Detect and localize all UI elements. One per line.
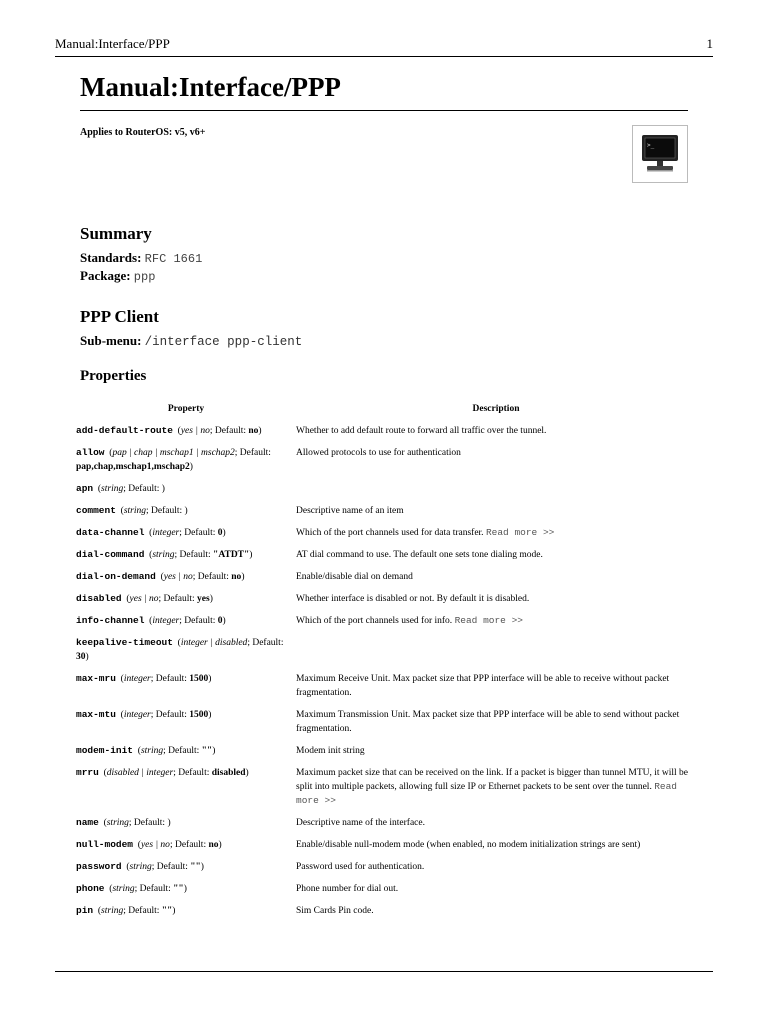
property-cell xyxy=(76,882,296,904)
property-type: pap | chap | mschap1 | mschap2 xyxy=(112,448,235,458)
property-type: yes | no xyxy=(180,426,210,436)
property-close-paren: ) xyxy=(209,594,213,604)
property-name: allow xyxy=(76,447,105,458)
property-default-label: ; Default: xyxy=(146,506,185,516)
description-cell xyxy=(296,672,696,708)
property-default-label: ; Default: xyxy=(174,550,214,560)
property-default-value: 1500 xyxy=(189,710,209,720)
applies-to-note: Applies to RouterOS: v5, v6+ xyxy=(80,127,206,138)
description-cell xyxy=(296,614,696,636)
property-type: integer xyxy=(123,674,151,684)
property-close-paren: ) xyxy=(208,710,212,720)
description-cell xyxy=(296,592,696,614)
property-description: Descriptive name of an item xyxy=(296,506,404,516)
description-cell xyxy=(296,526,696,548)
property-default-label: ; Default: xyxy=(150,674,190,684)
description-cell xyxy=(296,816,696,838)
property-open-paren: ( xyxy=(126,594,130,604)
table-row xyxy=(76,708,696,744)
property-type: string xyxy=(101,906,124,916)
property-description: Which of the port channels used for data transfer. xyxy=(296,528,484,538)
property-open-paren: ( xyxy=(149,528,153,538)
property-open-paren: ( xyxy=(126,862,130,872)
property-close-paren: ) xyxy=(258,426,262,436)
property-cell xyxy=(76,570,296,592)
description-cell xyxy=(296,708,696,744)
property-open-paren: ( xyxy=(137,746,141,756)
property-cell xyxy=(76,816,296,838)
table-row xyxy=(76,816,696,838)
property-open-paren: ( xyxy=(97,906,102,916)
property-cell xyxy=(76,904,296,926)
column-header-property: Property xyxy=(167,404,205,414)
submenu-label: Sub-menu: xyxy=(80,333,142,348)
description-cell xyxy=(296,636,696,672)
property-close-paren: ) xyxy=(245,768,249,778)
property-name: mrru xyxy=(76,767,99,778)
property-close-paren: ) xyxy=(189,462,193,472)
property-cell xyxy=(76,708,296,744)
properties-table-body xyxy=(76,424,696,926)
property-description: Phone number for dial out. xyxy=(296,884,399,894)
property-cell xyxy=(76,766,296,816)
property-cell xyxy=(76,482,296,504)
description-cell xyxy=(296,504,696,526)
property-cell xyxy=(76,504,296,526)
property-open-paren: ( xyxy=(137,840,141,850)
summary-heading: Summary xyxy=(80,224,152,243)
table-header-row xyxy=(76,402,696,424)
property-default-label: ; Default: xyxy=(151,862,191,872)
terminal-monitor-icon xyxy=(632,125,688,183)
property-cell xyxy=(76,860,296,882)
property-cell xyxy=(76,636,296,672)
property-description: Maximum Transmission Unit. Max packet size that PPP interface will be able to send without packet fragmentation. xyxy=(296,710,680,734)
property-default-value: 0 xyxy=(217,616,223,626)
property-type: integer xyxy=(152,616,180,626)
property-default-value: no xyxy=(208,840,219,850)
property-description: Allowed protocols to use for authentication xyxy=(296,448,461,458)
property-default-label: ; Default: xyxy=(158,594,198,604)
property-default-label: ; Default: xyxy=(134,884,174,894)
property-cell xyxy=(76,744,296,766)
footer-divider xyxy=(55,971,713,972)
property-name: dial-on-demand xyxy=(76,571,156,582)
property-default-value: "" xyxy=(161,906,173,916)
property-open-paren: ( xyxy=(149,616,153,626)
property-default-value: no xyxy=(248,426,259,436)
property-default-value: 30 xyxy=(76,652,86,662)
description-cell xyxy=(296,424,696,446)
property-close-paren: ) xyxy=(241,572,245,582)
read-more-link[interactable]: Read more >> xyxy=(485,527,555,538)
table-row xyxy=(76,570,696,592)
table-row xyxy=(76,882,696,904)
submenu-line xyxy=(80,333,302,349)
description-cell xyxy=(296,766,696,816)
table-row xyxy=(76,904,696,926)
properties-heading: Properties xyxy=(80,368,147,384)
property-type: integer xyxy=(123,710,151,720)
property-open-paren: ( xyxy=(97,484,102,494)
table-row xyxy=(76,592,696,614)
property-close-paren: ) xyxy=(222,616,226,626)
property-default-value: "ATDT" xyxy=(213,550,250,560)
property-type: integer xyxy=(152,528,180,538)
property-close-paren: ) xyxy=(222,528,226,538)
property-close-paren: ) xyxy=(200,862,204,872)
table-row xyxy=(76,744,696,766)
property-default-value: yes xyxy=(197,594,210,604)
property-name: phone xyxy=(76,883,105,894)
title-divider xyxy=(80,110,688,111)
property-cell xyxy=(76,446,296,482)
property-description: Whether interface is disabled or not. By default it is disabled. xyxy=(296,594,530,604)
property-open-paren: ( xyxy=(149,550,153,560)
description-cell xyxy=(296,446,696,482)
property-description: AT dial command to use. The default one sets tone dialing mode. xyxy=(296,550,543,560)
table-row xyxy=(76,526,696,548)
property-name: data-channel xyxy=(76,527,145,538)
read-more-link[interactable]: Read more >> xyxy=(296,781,678,806)
property-description: Which of the port channels used for info. xyxy=(296,616,453,626)
property-close-paren: ) xyxy=(167,818,171,828)
property-default-value: "" xyxy=(173,884,184,894)
property-description: Modem init string xyxy=(296,746,365,756)
property-default-label: ; Default: xyxy=(179,616,218,626)
property-type: string xyxy=(152,550,175,560)
property-open-paren: ( xyxy=(120,506,124,516)
property-default-label: ; Default: xyxy=(247,638,284,648)
property-default-label: ; Default: xyxy=(150,710,190,720)
property-description: Password used for authentication. xyxy=(296,862,425,872)
property-name: dial-command xyxy=(76,549,145,560)
property-cell xyxy=(76,672,296,708)
description-cell xyxy=(296,548,696,570)
property-description: Maximum Receive Unit. Max packet size that PPP interface will be able to receive without packet fragmentation. xyxy=(296,674,670,698)
property-name: add-default-route xyxy=(76,425,173,436)
property-description: Whether to add default route to forward all traffic over the tunnel. xyxy=(296,426,547,436)
property-default-label: ; Default: xyxy=(128,818,168,828)
table-row xyxy=(76,614,696,636)
property-close-paren: ) xyxy=(183,884,187,894)
description-cell xyxy=(296,744,696,766)
description-cell xyxy=(296,570,696,592)
table-row xyxy=(76,424,696,446)
property-name: pin xyxy=(76,905,94,916)
property-type: string xyxy=(112,884,135,894)
property-name: name xyxy=(76,817,99,828)
property-open-paren: ( xyxy=(109,884,113,894)
property-type: yes | no xyxy=(140,840,170,850)
read-more-link[interactable]: Read more >> xyxy=(454,615,523,626)
property-default-label: ; Default: xyxy=(192,572,232,582)
property-open-paren: ( xyxy=(103,818,107,828)
page-title: Manual:Interface/PPP xyxy=(80,72,341,102)
table-row xyxy=(76,446,696,482)
property-cell xyxy=(76,838,296,860)
property-default-label: ; Default: xyxy=(234,448,271,458)
property-default-label: ; Default: xyxy=(169,840,209,850)
property-description: Enable/disable null-modem mode (when enabled, no modem initialization strings are sent) xyxy=(296,840,641,850)
property-name: apn xyxy=(76,483,94,494)
standards-line xyxy=(80,250,202,266)
property-type: string xyxy=(140,746,164,756)
property-default-label: ; Default: xyxy=(179,528,218,538)
description-cell xyxy=(296,482,696,504)
property-default-label: ; Default: xyxy=(123,906,162,916)
property-close-paren: ) xyxy=(218,840,222,850)
description-cell xyxy=(296,904,696,926)
standards-value: RFC 1661 xyxy=(144,252,203,266)
property-close-paren: ) xyxy=(184,506,188,516)
table-row xyxy=(76,672,696,708)
table-row xyxy=(76,504,696,526)
property-name: modem-init xyxy=(76,745,134,756)
property-cell xyxy=(76,548,296,570)
property-type: yes | no xyxy=(163,572,193,582)
submenu-value: /interface ppp-client xyxy=(144,335,303,349)
property-type: string xyxy=(129,862,152,872)
properties-table xyxy=(76,402,696,926)
package-label: Package: xyxy=(80,268,131,283)
property-default-value: 1500 xyxy=(189,674,209,684)
property-open-paren: ( xyxy=(120,710,124,720)
property-type: string xyxy=(101,484,124,494)
property-default-value: 0 xyxy=(217,528,223,538)
property-open-paren: ( xyxy=(177,426,181,436)
description-cell xyxy=(296,860,696,882)
property-name: max-mru xyxy=(76,673,116,684)
property-open-paren: ( xyxy=(120,674,124,684)
ppp-client-heading: PPP Client xyxy=(80,307,159,326)
property-type: string xyxy=(123,506,147,516)
table-row xyxy=(76,860,696,882)
property-type: string xyxy=(106,818,129,828)
property-description: Sim Cards Pin code. xyxy=(296,906,374,916)
standards-label: Standards: xyxy=(80,250,142,265)
description-cell xyxy=(296,882,696,904)
table-row xyxy=(76,838,696,860)
property-name: password xyxy=(76,861,122,872)
column-header-description: Description xyxy=(472,404,520,414)
page-number: 1 xyxy=(706,36,713,51)
property-name: comment xyxy=(76,505,116,516)
property-open-paren: ( xyxy=(177,638,181,648)
property-cell xyxy=(76,526,296,548)
table-row xyxy=(76,766,696,816)
property-name: null-modem xyxy=(76,839,134,850)
property-open-paren: ( xyxy=(103,768,107,778)
property-description: Enable/disable dial on demand xyxy=(296,572,413,582)
table-row xyxy=(76,482,696,504)
property-close-paren: ) xyxy=(249,550,253,560)
running-title: Manual:Interface/PPP xyxy=(55,36,170,51)
running-header xyxy=(55,36,713,57)
property-name: info-channel xyxy=(76,615,145,626)
property-default-value: no xyxy=(231,572,242,582)
property-close-paren: ) xyxy=(172,906,176,916)
property-open-paren: ( xyxy=(109,448,113,458)
table-row xyxy=(76,548,696,570)
package-line xyxy=(80,268,155,284)
property-cell xyxy=(76,614,296,636)
property-name: max-mtu xyxy=(76,709,116,720)
property-close-paren: ) xyxy=(85,652,89,662)
property-close-paren: ) xyxy=(212,746,216,756)
property-name: keepalive-timeout xyxy=(76,637,173,648)
property-type: yes | no xyxy=(129,594,159,604)
property-default-value: "" xyxy=(201,746,213,756)
property-description: Maximum packet size that can be received on the link. If a packet is bigger than tunnel MTU, it will be split into multiple packets, allowing full size IP or Ethernet packets to be sent over the tunnel. xyxy=(296,768,689,792)
property-default-label: ; Default: xyxy=(123,484,162,494)
property-default-value: "" xyxy=(190,862,201,872)
property-cell xyxy=(76,592,296,614)
property-default-value: pap,chap,mschap1,mschap2 xyxy=(76,462,190,472)
property-cell xyxy=(76,424,296,446)
property-name: disabled xyxy=(76,593,122,604)
property-open-paren: ( xyxy=(160,572,164,582)
property-default-label: ; Default: xyxy=(163,746,202,756)
table-row xyxy=(76,636,696,672)
property-close-paren: ) xyxy=(161,484,165,494)
property-default-label: ; Default: xyxy=(173,768,212,778)
property-default-value: disabled xyxy=(211,768,246,778)
property-description: Descriptive name of the interface. xyxy=(296,818,425,828)
property-type: disabled | integer xyxy=(106,768,174,778)
package-value: ppp xyxy=(133,270,156,284)
property-close-paren: ) xyxy=(208,674,212,684)
property-default-label: ; Default: xyxy=(209,426,249,436)
property-type: integer | disabled xyxy=(180,638,248,648)
svg-text:>_: >_ xyxy=(647,142,655,149)
description-cell xyxy=(296,838,696,860)
